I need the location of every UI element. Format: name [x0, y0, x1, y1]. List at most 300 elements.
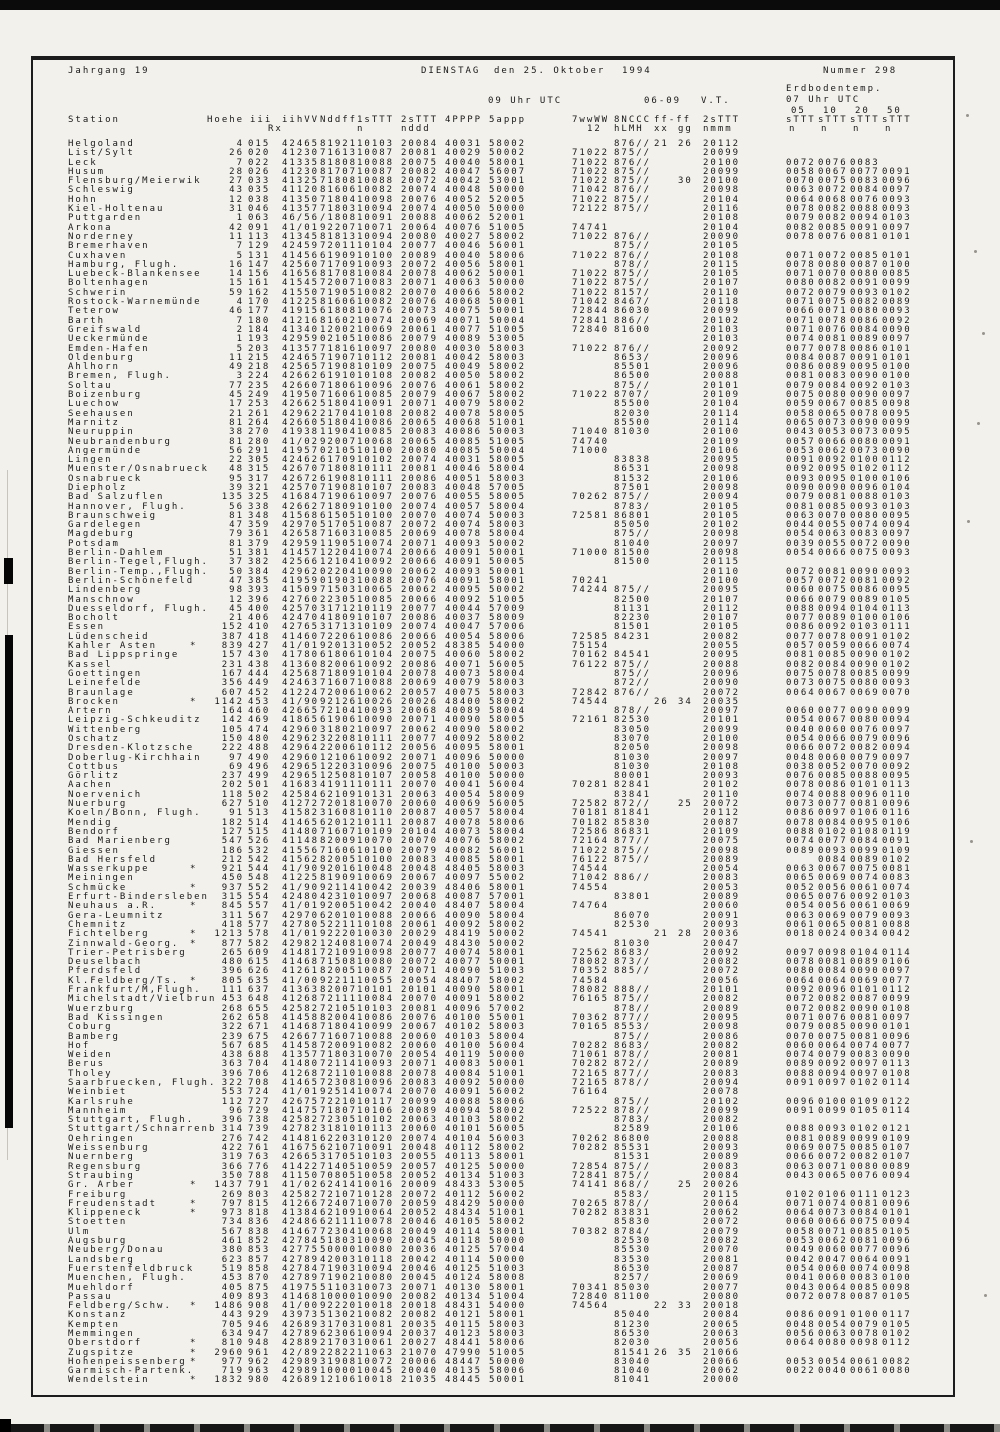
cell-soil-20: 0081 [850, 231, 880, 242]
cell-4pppp: 40093 [445, 538, 483, 549]
subcol-soil-n-50: n [885, 124, 893, 134]
cell-2sttt: 21070 [401, 1347, 439, 1358]
cell-2sttt-vt: 20116 [703, 204, 741, 215]
cell-soil-20: 0090 [850, 1003, 880, 1014]
cell-soil-10: 0065 [818, 1170, 848, 1181]
cell-8nccc: 8467/ [614, 297, 652, 308]
cell-1sttt: 10090 [357, 1236, 395, 1247]
cell-8nccc: 876// [614, 139, 652, 149]
cell-2sttt-vt: 20115 [703, 259, 741, 270]
cell-soil-50: 0097 [882, 752, 912, 763]
cell-iihvv: 41938 [282, 427, 320, 438]
cell-iii: 046 [248, 204, 271, 215]
cell-4pppp: 47990 [445, 1347, 483, 1358]
cell-soil-20: 0102 [850, 464, 880, 475]
cell-station-name: Weiden [68, 1050, 113, 1061]
cell-8nccc: 8783/ [614, 1115, 652, 1126]
cell-soil-10: 0082 [818, 994, 848, 1005]
cell-2sttt: 20054 [401, 975, 439, 986]
cell-hoehe: 239 [221, 1031, 244, 1042]
cell-4pppp: 40060 [445, 650, 483, 661]
cell-iii: 033 [248, 176, 271, 187]
cell-iihvv: 41683 [282, 780, 320, 791]
cell-iii: 113 [248, 231, 271, 242]
cell-soil-05: 0063 [786, 185, 816, 196]
cell-2sttt-vt: 20106 [703, 1124, 741, 1135]
cell-iihvv: 42970 [282, 520, 320, 531]
cell-4pppp: 40085 [445, 436, 483, 447]
cell-station-name: Hohn [68, 194, 98, 205]
cell-station-name: Freiburg [68, 1189, 128, 1200]
cell-station-name: Leck [68, 157, 98, 168]
cell-1sttt: 10111 [357, 780, 395, 791]
interval-label: 06-09 [644, 96, 682, 106]
cell-2sttt: 20084 [401, 139, 439, 149]
cell-4pppp: 40085 [445, 445, 483, 456]
cell-hoehe: 422 [221, 1143, 244, 1154]
cell-hoehe: 363 [221, 1059, 244, 1070]
cell-iii: 857 [248, 1254, 271, 1265]
cell-soil-20: 0088 [850, 771, 880, 782]
cell-nddff: 52211 [320, 919, 358, 930]
cell-4pppp: 40096 [445, 1003, 483, 1014]
cell-soil-50: 0103 [882, 892, 912, 903]
cell-5appp: 58001 [489, 1226, 527, 1237]
subcol-n: n [357, 124, 365, 134]
cell-2sttt: 20082 [401, 1291, 439, 1302]
cell-5appp: 56004 [489, 780, 527, 791]
cell-soil-20: 0076 [850, 1170, 880, 1181]
cell-soil-50: 0099 [882, 278, 912, 289]
cell-1sttt: 10103 [357, 139, 395, 149]
cell-soil-50: 0093 [882, 678, 912, 689]
cell-iihvv: 42989 [282, 1356, 320, 1367]
cell-soil-05: 0096 [786, 1096, 816, 1107]
cell-soil-05: 0048 [786, 752, 816, 763]
cell-1sttt: 10103 [357, 1152, 395, 1163]
cell-station-name: Boltenhagen [68, 278, 150, 289]
cell-station-name: Neuruppin [68, 427, 135, 438]
cell-7wwww: 72165 [572, 1077, 610, 1088]
cell-nddff: 72107 [320, 1189, 358, 1200]
cell-nddff: 72009 [320, 1040, 358, 1051]
cell-soil-10: 0091 [818, 1310, 848, 1321]
cell-station-name: Marnitz [68, 417, 120, 428]
cell-soil-50: 0097 [882, 390, 912, 401]
cell-5appp: 56007 [489, 166, 527, 177]
cell-8nccc: 85050 [614, 520, 652, 531]
cell-hoehe: 7 [236, 315, 244, 326]
cell-8nccc: 82050 [614, 743, 652, 754]
cell-soil-10: 0080 [818, 259, 848, 270]
cell-7wwww: 72840 [572, 324, 610, 335]
cell-iihvv: 41150 [282, 1170, 320, 1181]
cell-soil-10: 0071 [818, 306, 848, 317]
cell-nddff: 71803 [320, 204, 358, 215]
cell-station-name: Tholey [68, 1068, 113, 1079]
cell-1sttt: 10074 [357, 548, 395, 559]
cell-soil-10: 0062 [818, 1236, 848, 1247]
cell-iii: 400 [248, 603, 271, 614]
cell-soil-10: 0082 [818, 1003, 848, 1014]
cell-soil-20: 0085 [850, 1282, 880, 1293]
cell-soil-05: 0074 [786, 836, 816, 847]
cell-soil-10: 0089 [818, 613, 848, 624]
cell-soil-20: 0083 [850, 157, 880, 168]
cell-1sttt: 10104 [357, 650, 395, 661]
cell-iii: 438 [248, 659, 271, 670]
cell-soil-10: 0097 [818, 808, 848, 819]
cell-iihvv: 42962 [282, 734, 320, 744]
cell-soil-05: 0074 [786, 789, 816, 800]
subcol-gg: gg [678, 124, 693, 134]
cell-2sttt-vt: 20098 [703, 529, 741, 540]
cell-4pppp: 40093 [445, 566, 483, 577]
cell-7wwww: 70181 [572, 808, 610, 819]
cell-4pppp: 40052 [445, 194, 483, 205]
cell-iii: 235 [248, 380, 271, 391]
cell-mountain-marker: * [190, 929, 198, 940]
cell-soil-05: 0065 [786, 873, 816, 884]
cell-2sttt-vt: 20108 [703, 250, 741, 261]
cell-2sttt: 20063 [401, 789, 439, 800]
cell-iii: 474 [248, 724, 271, 735]
cell-soil-20: 0082 [850, 1152, 880, 1163]
cell-soil-20: 0101 [850, 780, 880, 791]
cell-1sttt: 10097 [357, 343, 395, 354]
cell-4pppp: 40047 [445, 622, 483, 633]
cell-1sttt: 10082 [357, 185, 395, 196]
cell-8nccc: 85040 [614, 1310, 652, 1321]
soil-depth-50: 50 [887, 106, 902, 116]
cell-nddff: 71709 [320, 259, 358, 270]
cell-station-name: Deuselbach [68, 957, 143, 968]
cell-2sttt-vt: 20098 [703, 482, 741, 493]
cell-iihvv: 41216 [282, 315, 320, 326]
cell-8nccc: 876// [614, 185, 652, 196]
cell-soil-05: 0082 [786, 659, 816, 670]
cell-8nccc: 80001 [614, 771, 652, 782]
cell-iii: 852 [248, 1236, 271, 1247]
cell-iii: 947 [248, 1329, 271, 1339]
cell-4pppp: 40062 [445, 213, 483, 224]
cell-soil-50: 0097 [882, 334, 912, 345]
cell-1sttt: 10087 [357, 148, 395, 159]
scan-left-mark [4, 558, 13, 584]
cell-iii: 858 [248, 1263, 271, 1274]
cell-2sttt-vt: 20114 [703, 408, 741, 419]
cell-5appp: 58006 [489, 1096, 527, 1107]
cell-nddff: 62107 [320, 1143, 358, 1154]
cell-iii: 453 [248, 696, 271, 707]
cell-iii: 963 [248, 1366, 271, 1377]
cell-5appp: 51001 [489, 1208, 527, 1219]
cell-5appp: 50001 [489, 306, 527, 317]
scan-speck [984, 1294, 987, 1297]
cell-5appp: 51005 [489, 436, 527, 447]
cell-station-name: Berlin-Schönefeld [68, 575, 195, 586]
cell-iihvv: 41/00 [282, 1301, 320, 1312]
cell-station-name: Zinnwald-Georg. [68, 938, 180, 949]
cell-4pppp: 40095 [445, 585, 483, 596]
cell-1sttt: 10091 [357, 399, 395, 410]
cell-nddff: 62111 [320, 1217, 358, 1228]
cell-station-name: Ahlhorn [68, 362, 120, 373]
cell-soil-05: 0063 [786, 910, 816, 921]
cell-7wwww: 74141 [572, 1180, 610, 1191]
cell-soil-10: 0052 [818, 761, 848, 772]
cell-soil-05: 0086 [786, 808, 816, 819]
cell-1sttt: 10073 [357, 1282, 395, 1293]
cell-5appp: 56003 [489, 1133, 527, 1144]
cell-5appp: 58008 [489, 1273, 527, 1284]
cell-iihvv: 42780 [282, 919, 320, 930]
cell-nddff: 72105 [320, 1003, 358, 1014]
cell-soil-20: 0100 [850, 613, 880, 624]
cell-1sttt: 10058 [357, 1170, 395, 1181]
cell-5appp: 58009 [489, 789, 527, 800]
cell-soil-20: 0084 [850, 324, 880, 335]
cell-station-name: Muenster/Osnabrueck [68, 464, 209, 475]
cell-2sttt-vt: 20080 [703, 1291, 741, 1302]
cell-soil-10: 0081 [818, 334, 848, 345]
cell-iii: 249 [248, 390, 271, 401]
cell-2sttt: 20066 [401, 910, 439, 921]
cell-hoehe: 47 [229, 520, 244, 531]
cell-station-name: Braunlage [68, 687, 135, 698]
cell-soil-10: 0056 [818, 882, 848, 893]
cell-7wwww: 72581 [572, 510, 610, 521]
cell-soil-05: 0069 [786, 1143, 816, 1154]
cell-nddff: 62010 [320, 910, 358, 921]
cell-2sttt-vt: 20095 [703, 650, 741, 661]
cell-4pppp: 48434 [445, 1208, 483, 1219]
cell-soil-20: 0105 [850, 1105, 880, 1116]
cell-5appp: 50000 [489, 185, 527, 196]
cell-soil-20: 0085 [850, 1226, 880, 1237]
cell-2sttt-vt: 20098 [703, 548, 741, 559]
cell-iii: 430 [248, 650, 271, 661]
cell-8nccc: 875// [614, 659, 652, 670]
cell-nddff: 71405 [320, 1161, 358, 1172]
cell-2sttt: 20058 [401, 771, 439, 782]
cell-5appp: 50001 [489, 1059, 527, 1070]
cell-iii: 381 [248, 548, 271, 559]
cell-iihvv: 43973 [282, 1310, 320, 1321]
cell-hoehe: 973 [221, 1208, 244, 1219]
cell-7wwww: 74544 [572, 696, 610, 707]
cell-gg: 25 [678, 1180, 693, 1191]
cell-station-name: Leipzig-Schkeuditz [68, 715, 202, 726]
cell-2sttt-vt: 20108 [703, 761, 741, 772]
cell-5appp: 58002 [489, 724, 527, 735]
obs-time-label: 09 Uhr UTC [488, 96, 563, 106]
cell-5appp: 58002 [489, 1105, 527, 1116]
cell-5appp: 58003 [489, 678, 527, 689]
cell-hoehe: 623 [221, 1254, 244, 1265]
cell-iii: 776 [248, 1161, 271, 1172]
cell-soil-20: 0091 [850, 631, 880, 642]
cell-7wwww: 76122 [572, 854, 610, 865]
cell-soil-05: 0054 [786, 529, 816, 540]
cell-iii: 020 [248, 148, 271, 159]
cell-station-name: Regensburg [68, 1161, 143, 1172]
cell-iihvv: 42789 [282, 1329, 320, 1339]
cell-1sttt: 10087 [357, 520, 395, 531]
scan-speck [966, 114, 969, 117]
cell-2sttt: 20086 [401, 613, 439, 624]
cell-iihvv: 42789 [282, 1254, 320, 1265]
cell-soil-50: 0102 [882, 650, 912, 661]
cell-4pppp: 40054 [445, 789, 483, 800]
cell-hoehe: 59 [229, 287, 244, 298]
cell-soil-20: 0086 [850, 343, 880, 354]
cell-nddff: 51705 [320, 520, 358, 531]
cell-8nccc: 83040 [614, 1356, 652, 1367]
cell-xx: 22 [654, 1301, 669, 1312]
cell-soil-50: 0093 [882, 204, 912, 215]
cell-2sttt-vt: 20072 [703, 966, 741, 977]
cell-nddff: 61505 [320, 510, 358, 521]
cell-soil-20: 0090 [850, 966, 880, 977]
cell-4pppp: 40071 [445, 659, 483, 670]
cell-soil-05: 0040 [786, 724, 816, 735]
cell-5appp: 57004 [489, 1245, 527, 1256]
cell-2sttt: 20076 [401, 380, 439, 391]
cell-1sttt: 10120 [357, 1133, 395, 1144]
cell-iii: 359 [248, 520, 271, 531]
cell-soil-20: 0081 [850, 1236, 880, 1247]
cell-2sttt: 20086 [401, 659, 439, 670]
cell-mountain-marker: * [190, 1180, 198, 1191]
cell-station-name: Wendelstein [68, 1375, 150, 1386]
cell-soil-10: 0093 [818, 845, 848, 856]
cell-station-name: Potsdam [68, 538, 120, 549]
cell-iii: 803 [248, 1189, 271, 1200]
cell-hoehe: 262 [221, 1012, 244, 1023]
subcol-rx: Rx [268, 124, 283, 134]
cell-soil-50: 0093 [882, 194, 912, 205]
cell-station-name: Lüdenscheid [68, 631, 150, 642]
cell-iii: 480 [248, 734, 271, 744]
cell-5appp: 53005 [489, 334, 527, 345]
cell-hoehe: 186 [221, 845, 244, 856]
cell-station-name: Greifswald [68, 324, 143, 335]
cell-7wwww: 74554 [572, 882, 610, 893]
cell-soil-20: 0081 [850, 799, 880, 810]
cell-iihvv: 42964 [282, 743, 320, 754]
cell-nddff: 92114 [320, 882, 358, 893]
cell-iii: 129 [248, 241, 271, 252]
cell-soil-05: 0065 [786, 892, 816, 903]
cell-soil-05: 0065 [786, 417, 816, 428]
cell-5appp: 58006 [489, 1338, 527, 1349]
cell-2sttt: 20070 [401, 287, 439, 298]
cell-iihvv: 42662 [282, 371, 320, 382]
cell-soil-50: 0096 [882, 1198, 912, 1209]
cell-soil-05: 0081 [786, 1133, 816, 1144]
cell-2sttt: 20057 [401, 1161, 439, 1172]
cell-station-name: Neuhaus a.R. [68, 901, 158, 912]
subcol-12: 12 [587, 124, 602, 134]
cell-soil-10: 0064 [818, 1282, 848, 1293]
cell-station-name: Stuttgart, Flugh. [68, 1115, 195, 1126]
cell-station-name: Aachen [68, 780, 113, 791]
cell-1sttt: 10100 [357, 250, 395, 261]
cell-iii: 361 [248, 529, 271, 540]
cell-soil-50: 0113 [882, 603, 912, 614]
cell-soil-05: 0043 [786, 1282, 816, 1293]
cell-8nccc: 875// [614, 585, 652, 596]
cell-hoehe: 396 [221, 1068, 244, 1079]
cell-iihvv: 41545 [282, 278, 320, 289]
cell-1sttt: 10071 [357, 222, 395, 233]
cell-iii: 444 [248, 668, 271, 679]
cell-soil-10: 0067 [818, 715, 848, 726]
cell-soil-20: 0088 [850, 492, 880, 503]
cell-nddff: 72304 [320, 1226, 358, 1237]
cell-8nccc: 875// [614, 1161, 652, 1172]
cell-5appp: 51003 [489, 966, 527, 977]
cell-soil-05: 0018 [786, 929, 816, 940]
cell-nddff: 71816 [320, 343, 358, 354]
cell-nddff: 81909 [320, 873, 358, 884]
cell-iihvv: 42672 [282, 473, 320, 484]
cell-soil-50: 0106 [882, 613, 912, 624]
cell-soil-05: 0072 [786, 1291, 816, 1302]
cell-4pppp: 40089 [445, 706, 483, 717]
cell-iii: 035 [248, 185, 271, 196]
cell-soil-20: 0097 [850, 1068, 880, 1079]
cell-4pppp: 40091 [445, 557, 483, 568]
cell-station-name: Giessen [68, 845, 120, 856]
cell-nddff: 71503 [320, 585, 358, 596]
cell-soil-05: 0071 [786, 324, 816, 335]
cell-hoehe: 91 [229, 808, 244, 819]
cell-nddff: 50000 [320, 1245, 358, 1256]
cell-station-name: Bamberg [68, 1031, 120, 1042]
cell-4pppp: 40090 [445, 985, 483, 996]
cell-hoehe: 1 [236, 213, 244, 224]
cell-1sttt: 10082 [357, 1040, 395, 1051]
cell-iihvv: 42566 [282, 557, 320, 568]
cell-soil-50: 0085 [882, 269, 912, 280]
cell-nddff: 71607 [320, 826, 358, 837]
cell-hoehe: 49 [229, 362, 244, 373]
cell-soil-20: 0080 [850, 715, 880, 726]
cell-soil-50: 0096 [882, 1236, 912, 1247]
cell-iii: 658 [248, 1012, 271, 1023]
cell-soil-20: 0061 [850, 882, 880, 893]
cell-2sttt-vt: 20112 [703, 139, 741, 149]
cell-2sttt-vt: 20110 [703, 287, 741, 298]
cell-iihvv: 42760 [282, 594, 320, 605]
cell-iihvv: 41225 [282, 297, 320, 308]
cell-soil-20: 0096 [850, 789, 880, 800]
cell-2sttt: 20076 [401, 297, 439, 308]
cell-soil-50: 0096 [882, 1245, 912, 1256]
cell-2sttt-vt: 20054 [703, 864, 741, 875]
cell-4pppp: 40102 [445, 1022, 483, 1033]
cell-station-name: Kahler Asten [68, 641, 158, 652]
cell-nddff: 12002 [320, 324, 358, 335]
cell-nddff: 02105 [320, 445, 358, 456]
cell-hoehe: 845 [221, 901, 244, 912]
cell-soil-05: 0097 [786, 947, 816, 958]
cell-iihvv: 41481 [282, 947, 320, 958]
cell-4pppp: 48430 [445, 938, 483, 949]
col-iihvv: iihVV [282, 115, 320, 125]
